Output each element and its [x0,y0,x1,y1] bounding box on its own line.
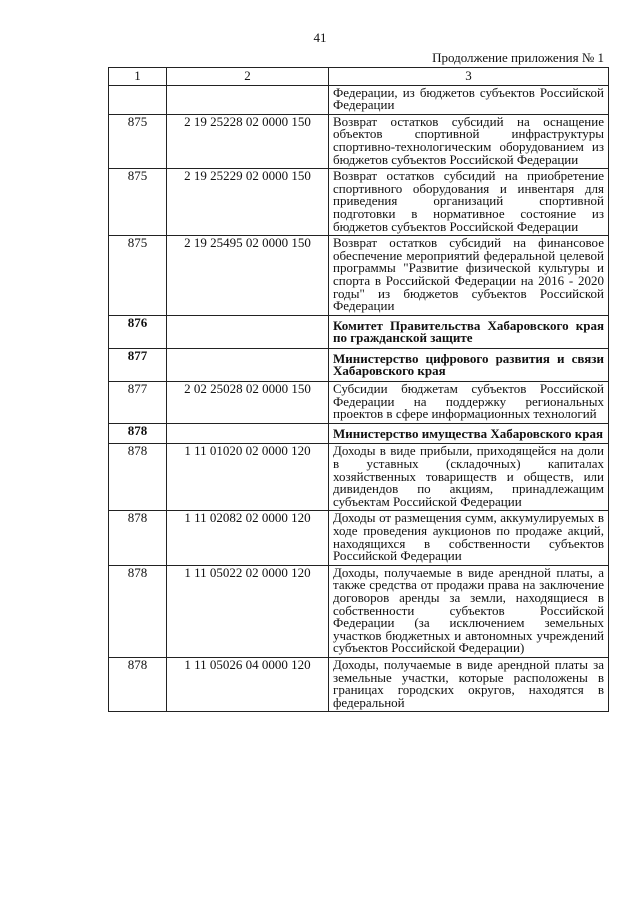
budget-code-cell: 2 19 25495 02 0000 150 [167,236,329,316]
budget-code-cell [167,85,329,114]
admin-code-cell: 877 [109,348,167,381]
budget-code-cell: 1 11 05022 02 0000 120 [167,565,329,657]
budget-code-cell: 1 11 01020 02 0000 120 [167,444,329,511]
table-row [109,511,609,565]
description-cell: Доходы от размещения сумм, аккумулируемых в ходе проведения аукционов по продаже акций, находящихся в собственности субъектов Российской Федерации [329,511,609,565]
admin-code-cell: 875 [109,114,167,168]
table-row [109,382,609,424]
description-cell: Доходы, получаемые в виде арендной платы, а также средства от продажи права на заключение договоров аренды за земли, находящиеся в собственности субъектов Российской Федерации (за исключением земельных участков бюджетных и автономных учреждений субъектов Российской Федерации) [329,565,609,657]
table-row [109,348,609,381]
table-row [109,657,609,711]
admin-code-cell: 876 [109,315,167,348]
table-header-row [109,68,609,86]
admin-code-cell: 875 [109,169,167,236]
budget-code-cell [167,348,329,381]
page-number: 41 [313,30,327,45]
appendix-continuation-label: Продолжение приложения № 1 [432,50,604,65]
table-row [109,315,609,348]
description-cell: Доходы, получаемые в виде арендной платы за земельные участки, которые расположены в границах городских округов, находятся в федеральной [329,657,609,711]
budget-code-cell: 2 19 25229 02 0000 150 [167,169,329,236]
budget-code-cell [167,315,329,348]
admin-code-cell [109,85,167,114]
admin-code-cell: 878 [109,511,167,565]
admin-code-cell: 878 [109,423,167,444]
description-cell: Субсидии бюджетам субъектов Российской Федерации на поддержку региональных проектов в сфере информационных технологий [329,382,609,424]
budget-code-cell: 2 02 25028 02 0000 150 [167,382,329,424]
budget-code-cell: 1 11 02082 02 0000 120 [167,511,329,565]
table-row [109,444,609,511]
description-cell: Возврат остатков субсидий на приобретение спортивного оборудования и инвентаря для приведения организаций спортивной подготовки в нормативное состояние из бюджетов субъектов Российской Федерации [329,169,609,236]
description-cell: Министерство имущества Хабаровского края [329,423,609,444]
header-col-2: 2 [167,68,329,86]
description-cell: Комитет Правительства Хабаровского края по гражданской защите [329,315,609,348]
description-cell: Министерство цифрового развития и связи Хабаровского края [329,348,609,381]
table-row [109,169,609,236]
budget-code-cell [167,423,329,444]
admin-code-cell: 878 [109,565,167,657]
description-cell: Федерации, из бюджетов субъектов Российской Федерации [329,85,609,114]
header-col-1: 1 [109,68,167,86]
description-cell: Возврат остатков субсидий на оснащение объектов спортивной инфраструктуры спортивно-технологическим оборудованием из бюджетов субъектов Российской Федерации [329,114,609,168]
budget-code-cell: 1 11 05026 04 0000 120 [167,657,329,711]
table-row [109,114,609,168]
description-cell: Доходы в виде прибыли, приходящейся на доли в уставных (складочных) капиталах хозяйственных товариществ и обществ, или дивидендов по акциям, принадлежащим субъектам Российской Федерации [329,444,609,511]
budget-codes-table [108,67,609,712]
table-row [109,565,609,657]
admin-code-cell: 877 [109,382,167,424]
admin-code-cell: 878 [109,657,167,711]
admin-code-cell: 878 [109,444,167,511]
table-row [109,236,609,316]
table-row [109,423,609,444]
admin-code-cell: 875 [109,236,167,316]
header-col-3: 3 [329,68,609,86]
budget-code-cell: 2 19 25228 02 0000 150 [167,114,329,168]
table-row [109,85,609,114]
description-cell: Возврат остатков субсидий на финансовое обеспечение мероприятий федеральной целевой программы "Развитие физической культуры и спорта в Российской Федерации на 2016 - 2020 годы" из бюджетов субъектов Российской Федерации [329,236,609,316]
